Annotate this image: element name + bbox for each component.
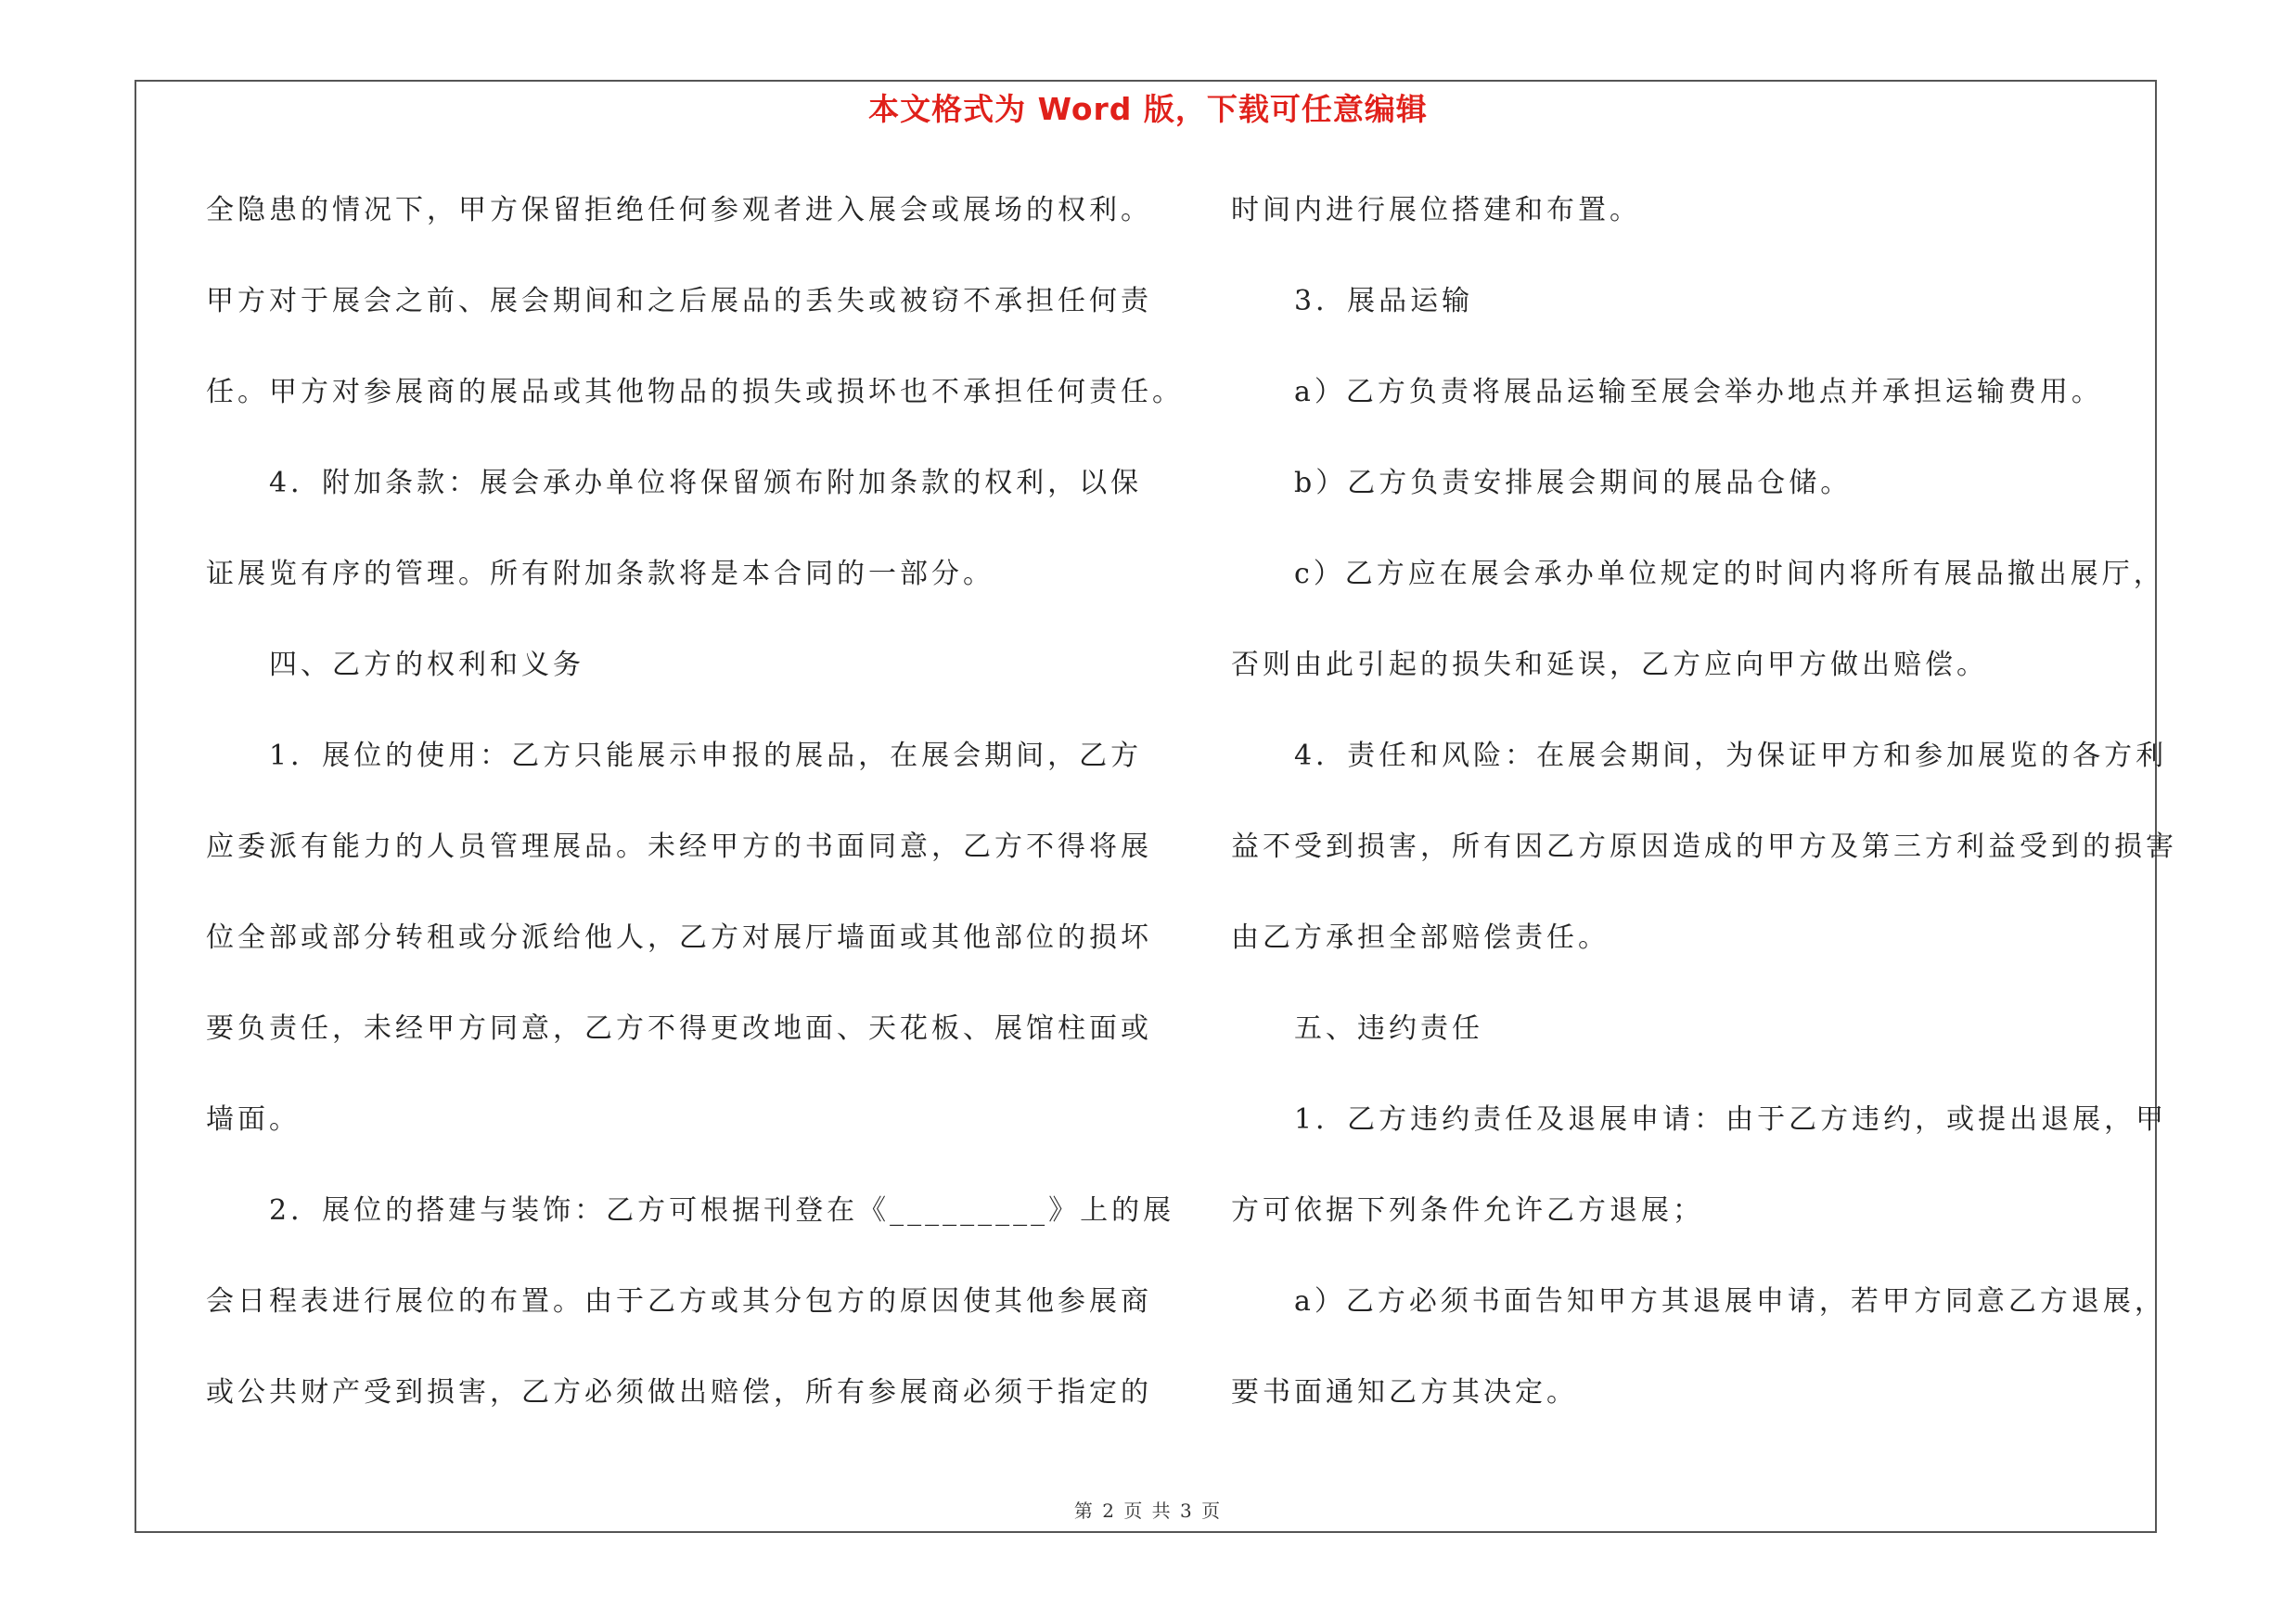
- text-line: 证展览有序的管理。所有附加条款将是本合同的一部分。: [206, 558, 994, 590]
- text-line: 位全部或部分转租或分派给他人，乙方对展厅墙面或其他部位的损坏: [206, 921, 1152, 954]
- text-line: 益不受到损害，所有因乙方原因造成的甲方及第三方利益受到的损害: [1231, 831, 2177, 863]
- text-line: 甲方对于展会之前、展会期间和之后展品的丢失或被窃不承担任何责: [206, 285, 1152, 317]
- text-line: 3．展品运输: [1294, 285, 1474, 317]
- left-column: [206, 188, 1184, 1462]
- text-line: c）乙方应在展会承办单位规定的时间内将所有展品撤出展厅，: [1294, 558, 2165, 590]
- text-line: 会日程表进行展位的布置。由于乙方或其分包方的原因使其他参展商: [206, 1285, 1152, 1318]
- text-line: b）乙方负责安排展会期间的展品仓储。: [1294, 467, 1853, 499]
- text-line: 要书面通知乙方其决定。: [1231, 1376, 1578, 1409]
- section-heading: 四、乙方的权利和义务: [269, 649, 584, 681]
- text-line: 4．责任和风险：在展会期间，为保证甲方和参加展览的各方利: [1294, 740, 2168, 772]
- document-banner: 本文格式为 Word 版，下载可任意编辑: [868, 91, 1428, 127]
- text-line: 1．展位的使用：乙方只能展示申报的展品，在展会期间，乙方: [269, 740, 1143, 772]
- text-line: 应委派有能力的人员管理展品。未经甲方的书面同意，乙方不得将展: [206, 831, 1152, 863]
- text-line: 方可依据下列条件允许乙方退展；: [1231, 1194, 1704, 1227]
- text-line: 2．展位的搭建与装饰：乙方可根据刊登在《_________》上的展: [269, 1194, 1175, 1227]
- page-number: 第 2 页 共 3 页: [1073, 1500, 1223, 1522]
- text-line: a）乙方必须书面告知甲方其退展申请，若甲方同意乙方退展，: [1294, 1285, 2166, 1318]
- right-column: [1231, 188, 2177, 1462]
- text-line: 4．附加条款：展会承办单位将保留颁布附加条款的权利，以保: [269, 467, 1143, 499]
- text-line: 由乙方承担全部赔偿责任。: [1231, 921, 1610, 954]
- text-line: 1．乙方违约责任及退展申请：由于乙方违约，或提出退展，甲: [1294, 1103, 2168, 1136]
- text-line: 全隐患的情况下，甲方保留拒绝任何参观者进入展会或展场的权利。: [206, 194, 1152, 226]
- text-line: 要负责任，未经甲方同意，乙方不得更改地面、天花板、展馆柱面或: [206, 1012, 1152, 1045]
- text-line: 或公共财产受到损害，乙方必须做出赔偿，所有参展商必须于指定的: [206, 1376, 1152, 1409]
- text-line: a）乙方负责将展品运输至展会举办地点并承担运输费用。: [1294, 376, 2103, 408]
- text-line: 时间内进行展位搭建和布置。: [1231, 194, 1641, 226]
- text-line: 任。甲方对参展商的展品或其他物品的损失或损坏也不承担任何责任。: [206, 376, 1184, 408]
- section-heading: 五、违约责任: [1294, 1012, 1483, 1045]
- text-line: 否则由此引起的损失和延误，乙方应向甲方做出赔偿。: [1231, 649, 1988, 681]
- text-line: 墙面。: [206, 1103, 301, 1136]
